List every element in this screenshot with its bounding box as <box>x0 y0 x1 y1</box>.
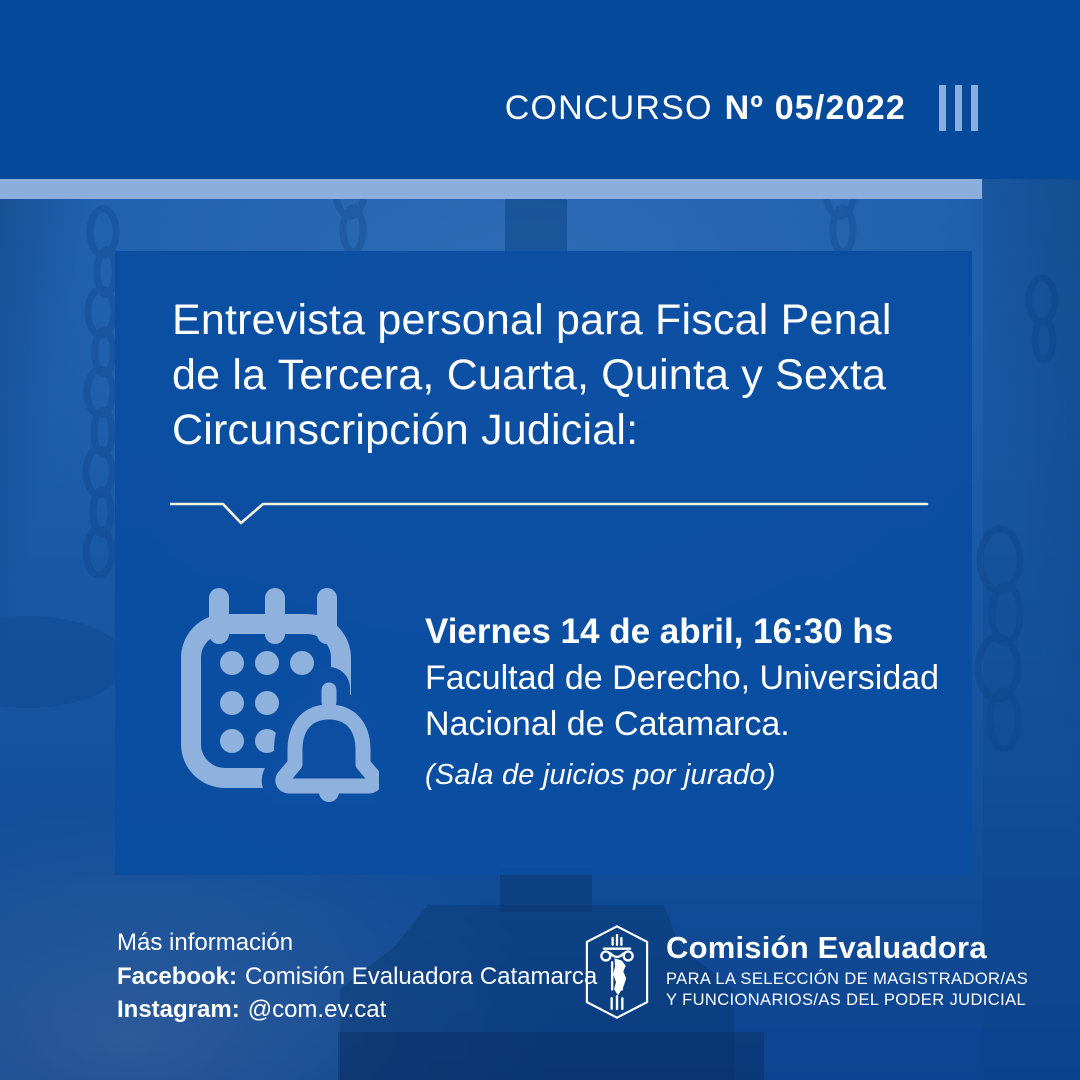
contact-info <box>117 926 597 1027</box>
title-line-2: de la Tercera, Cuarta, Quinta y Sexta <box>172 351 887 399</box>
event-room-note: (Sala de juicios por jurado) <box>425 759 776 791</box>
brand-subtitle-line2: Y FUNCIONARIOS/AS DEL PODER JUDICIAL <box>666 991 1027 1009</box>
brand-text <box>666 922 1028 1011</box>
concurso-header <box>505 85 978 131</box>
instagram-line <box>117 993 597 1027</box>
instagram-label: Instagram: <box>117 996 240 1023</box>
brand-subtitle-line1: PARA LA SELECCIÓN DE MAGISTRADOR/AS <box>666 970 1029 988</box>
more-info-label: Más información <box>117 929 294 956</box>
concurso-number: Nº 05/2022 <box>724 88 906 127</box>
announcement-card <box>115 251 972 875</box>
event-datetime: Viernes 14 de abril, 16:30 hs <box>425 612 894 651</box>
accent-stripe <box>0 179 982 199</box>
brand-name: Comisión Evaluadora <box>666 930 987 965</box>
calendar-bell-icon <box>179 588 379 802</box>
facebook-value: Comisión Evaluadora Catamarca <box>245 962 598 990</box>
top-band <box>0 0 1080 179</box>
title-line-3: Circunscripción Judicial: <box>172 406 639 454</box>
event-location-line1: Facultad de Derecho, Universidad <box>425 659 940 697</box>
title-line-1: Entrevista personal para Fiscal Penal <box>172 296 892 344</box>
facebook-line <box>117 960 597 994</box>
three-vertical-bars-icon <box>930 85 978 131</box>
concurso-label: CONCURSO <box>504 88 713 127</box>
facebook-label: Facebook: <box>117 962 238 990</box>
announcement-title <box>172 293 892 458</box>
instagram-value: @com.ev.cat <box>247 996 387 1023</box>
column-shield-icon <box>583 922 651 1022</box>
comision-evaluadora-brand <box>583 922 1028 1022</box>
event-location-line2: Nacional de Catamarca. <box>425 705 790 743</box>
event-details <box>425 609 939 798</box>
concurso-title <box>505 89 906 128</box>
notched-divider-line <box>170 501 930 529</box>
